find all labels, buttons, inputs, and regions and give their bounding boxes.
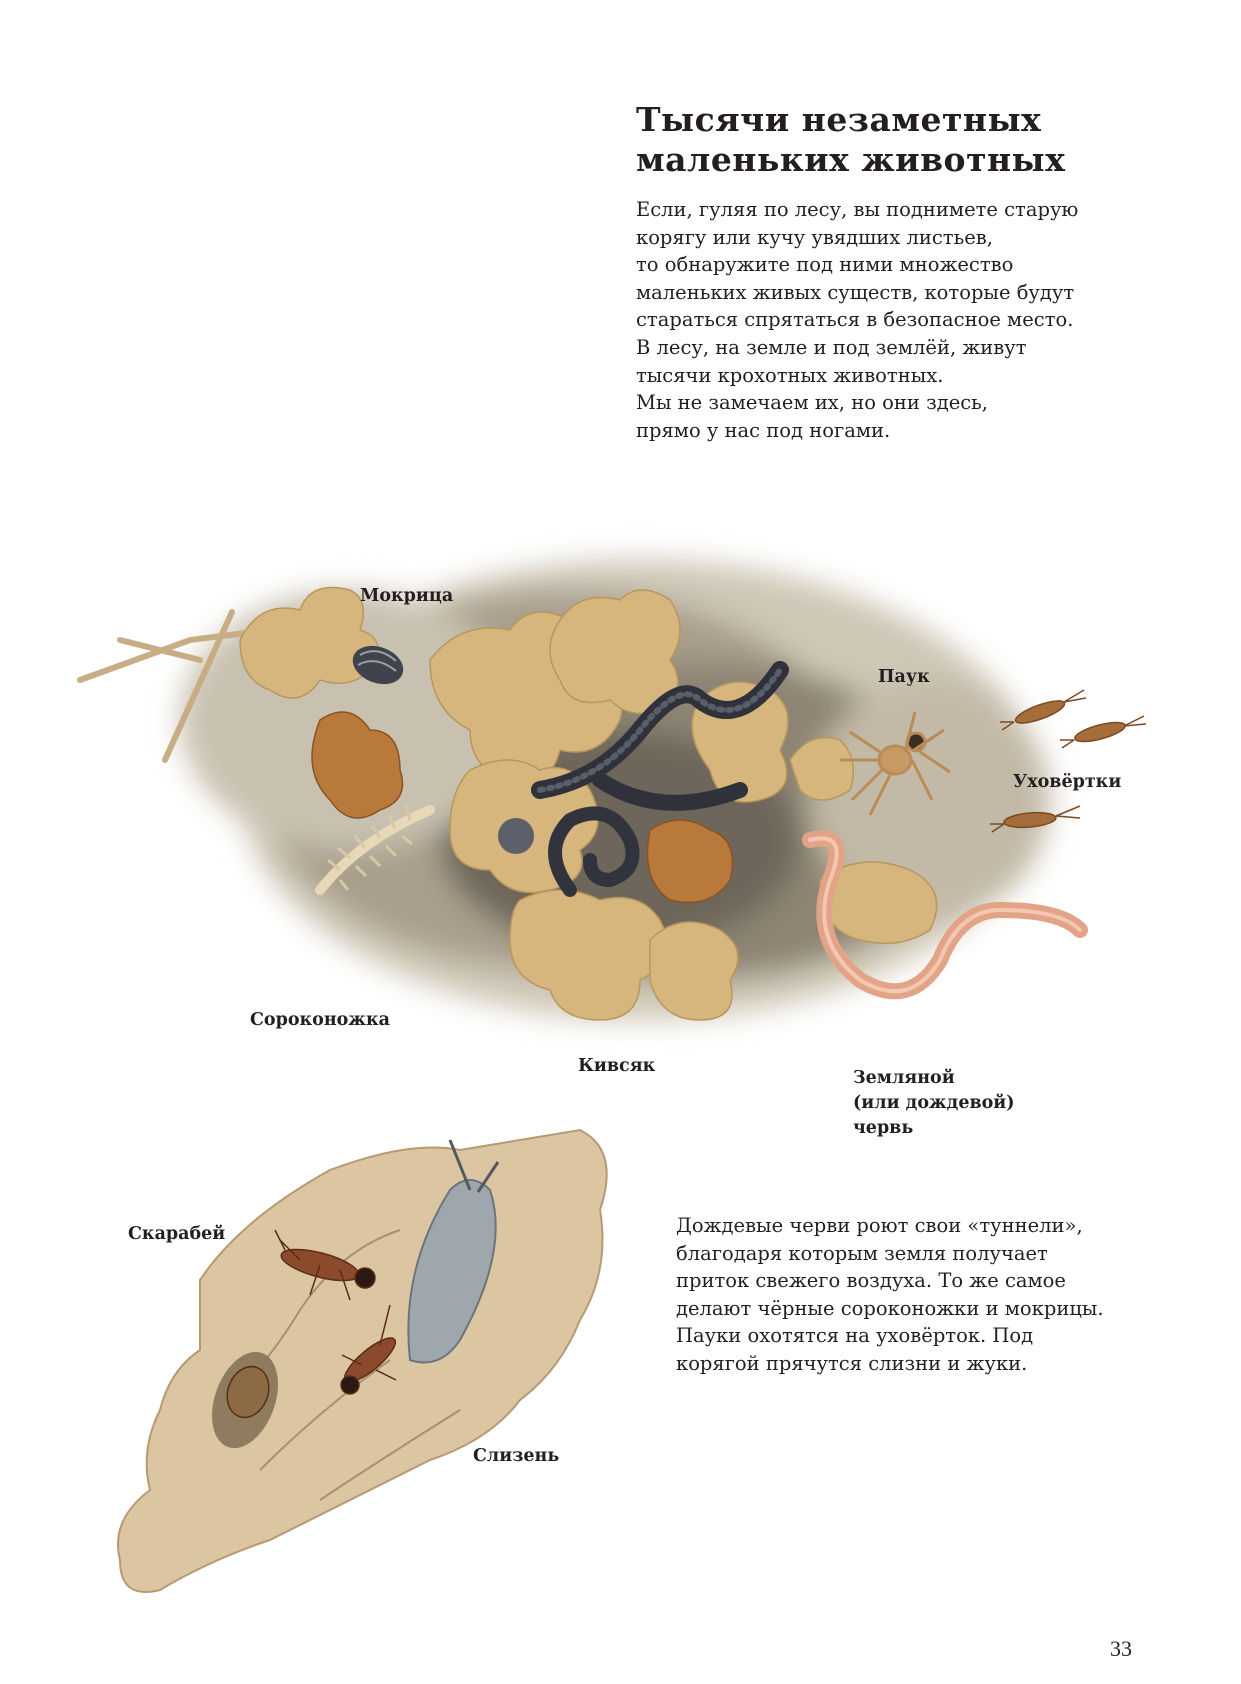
title-line: Тысячи незаметных (636, 100, 1042, 139)
text-line: приток свежего воздуха. То же самое (676, 1269, 1066, 1293)
text-line: маленьких живых существ, которые будут (636, 280, 1075, 304)
text-line: благодаря которым земля получает (676, 1241, 1048, 1265)
text-line: делают чёрные сороконожки и мокрицы. (676, 1296, 1104, 1320)
label-centipede: Сороконожка (250, 1010, 390, 1030)
text-line: корягу или кучу увядших листьев, (636, 225, 993, 249)
label-earwigs: Уховёртки (1013, 772, 1122, 792)
text-line: Дождевые черви роют свои «туннели», (676, 1214, 1083, 1237)
label-line: Земляной (853, 1068, 955, 1088)
text-line: Пауки охотятся на уховёрток. Под (676, 1324, 1034, 1348)
label-spider: Паук (878, 667, 930, 687)
page-number: 33 (1110, 1636, 1132, 1661)
text-line: корягой прячутся слизни и жуки. (676, 1351, 1028, 1375)
text-line: В лесу, на земле и под землёй, живут (636, 335, 1027, 359)
label-slug: Слизень (473, 1446, 560, 1466)
text-line: прямо у нас под ногами. (636, 418, 891, 442)
label-millipede: Кивсяк (578, 1056, 656, 1076)
label-woodlouse: Мокрица (360, 586, 454, 606)
body-paragraph (676, 1212, 1216, 1378)
text-line: то обнаружите под ними множество (636, 253, 1014, 277)
text-line: Мы не замечаем их, но они здесь, (636, 391, 988, 415)
text-line: Если, гуляя по лесу, вы поднимете старую (636, 198, 1079, 221)
label-scarab: Скарабей (128, 1224, 226, 1244)
label-line: (или дождевой) (853, 1093, 1015, 1113)
text-line: стараться спрятаться в безопасное место. (636, 308, 1074, 332)
title-line: маленьких животных (636, 140, 1066, 179)
label-line: червь (853, 1118, 914, 1138)
text-line: тысячи крохотных животных. (636, 363, 944, 387)
label-earthworm (853, 1066, 1015, 1141)
